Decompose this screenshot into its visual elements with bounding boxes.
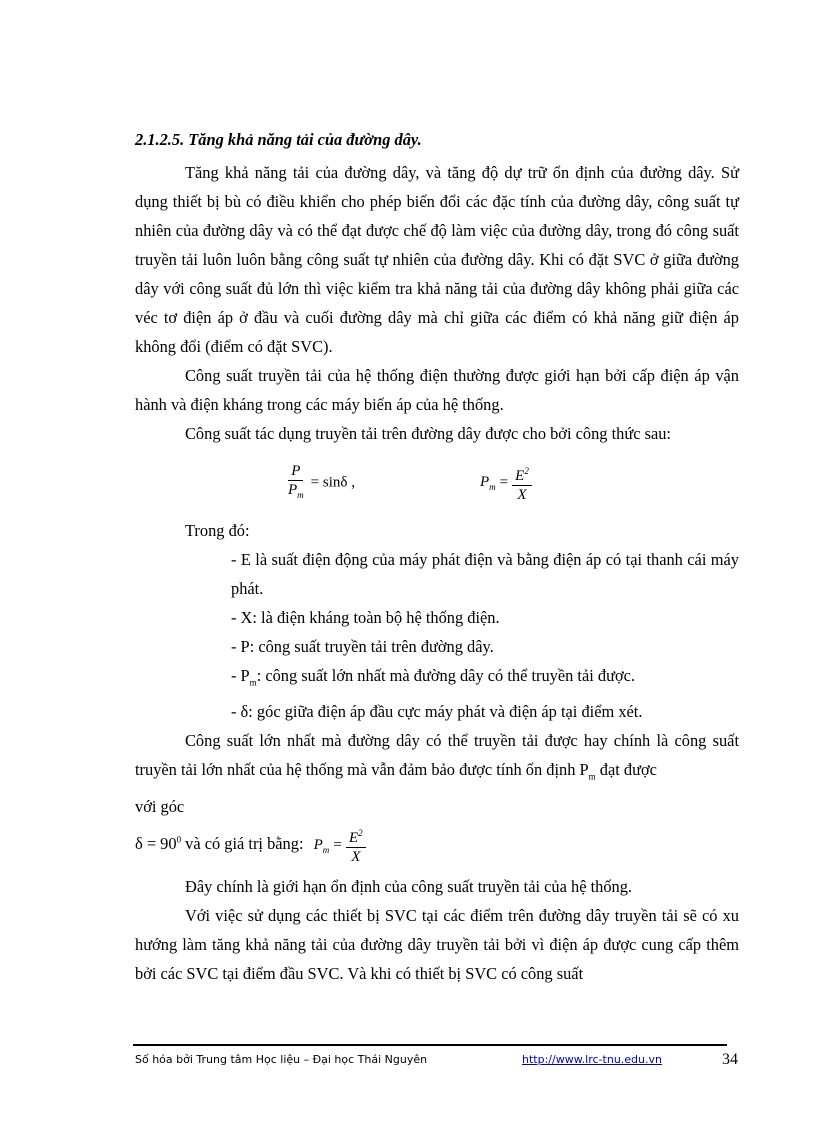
footer-source: Số hóa bởi Trung tâm Học liệu – Đại học Thái Nguyên — [135, 1053, 428, 1066]
paragraph-svc: Với việc sử dụng các thiết bị SVC tại các điểm trên đường dây truyền tải sẽ có xu hướng làm tăng khả năng tải của đường dây truyền tải bởi vì điện áp được cung cấp thêm bởi các SVC tại điểm đầu SVC. Và khi có thiết bị SVC có công suất — [135, 906, 739, 983]
body-text-bottom — [135, 872, 739, 988]
bullet-x: - X: là điện kháng toàn bộ hệ thống điện. — [231, 608, 500, 627]
bullet-pm: - $P_m$: công suất lớn nhất mà đường dây có thể truyền tải được. — [231, 666, 636, 688]
paragraph-angle-label: với góc — [135, 796, 185, 816]
footer-divider — [133, 1044, 727, 1046]
formula-rhs: = sinδ , — [310, 474, 355, 491]
bullet-p: - P: công suất truyền tải trên đường dây. — [231, 637, 494, 656]
section-heading: 2.1.2.5. Tăng khả năng tải của đường dây. — [135, 130, 422, 149]
fraction-e2-over-x-2: $\frac{E^2}{X}$ — [346, 824, 366, 866]
paragraph-capacity: Công suất truyền tải của hệ thống điện thường được giới hạn bởi cấp điện áp vận hành và điện kháng trong các máy biến áp của hệ thống. — [135, 366, 739, 414]
bullet-e: - E là suất điện động của máy phát điện và bằng điện áp có tại thanh cái máy phát. — [231, 550, 739, 598]
where-label: Trong đó: — [185, 521, 250, 540]
body-text-top — [135, 158, 739, 448]
footer-link[interactable]: http://www.lrc-tnu.edu.vn — [522, 1053, 662, 1066]
formula-pm: $P_m$ = $\frac{E^2}{X}$ — [480, 462, 532, 512]
bullet-delta: - δ: góc giữa điện áp đầu cực máy phát và điện áp tại điểm xét. — [231, 702, 643, 722]
delta-formula-line: $\delta = 90^0$ và có giá trị bằng: $P_m$ = $\frac{E^2}{X}$ — [135, 824, 366, 866]
paragraph-formula-intro: Công suất tác dụng truyền tải trên đường dây được cho bởi công thức sau: — [185, 424, 671, 443]
paragraph-intro: Tăng khả năng tải của đường dây, và tăng độ dự trữ ổn định của đường dây. Sử dụng thiết bị bù có điều khiển cho phép biến đổi các đặc tính của đường dây, công suất tự nhiên của đường dây và có thể đạt được chế độ làm việc của đường dây, trong đó công suất truyền tải luôn luôn bằng công suất tự nhiên của đường dây. Khi có đặt SVC ở giữa đường dây với công suất đủ lớn thì việc kiểm tra khả năng tải của đường dây không phải giữa các véc tơ điện áp ở đầu và cuối đường dây mà chỉ giữa các điểm có khả năng giữ điện áp không đổi (điểm có đặt SVC). — [135, 163, 739, 356]
body-text-middle — [135, 516, 739, 821]
formula-sin-delta — [285, 462, 355, 512]
fraction-p-over-pm: $\frac{P}{P_m}$ — [288, 463, 304, 500]
paragraph-max-power: Công suất lớn nhất mà đường dây có thể truyền tải được hay chính là công suất truyền tải lớn nhất của hệ thống mà vẫn đảm bảo được tính ổn định $P_m$ đạt được — [135, 731, 739, 782]
page-number: 34 — [722, 1051, 738, 1068]
fraction-e2-over-x: $\frac{E^2}{X}$ — [512, 462, 532, 504]
paragraph-limit: Đây chính là giới hạn ổn định của công suất truyền tải của hệ thống. — [185, 877, 632, 896]
